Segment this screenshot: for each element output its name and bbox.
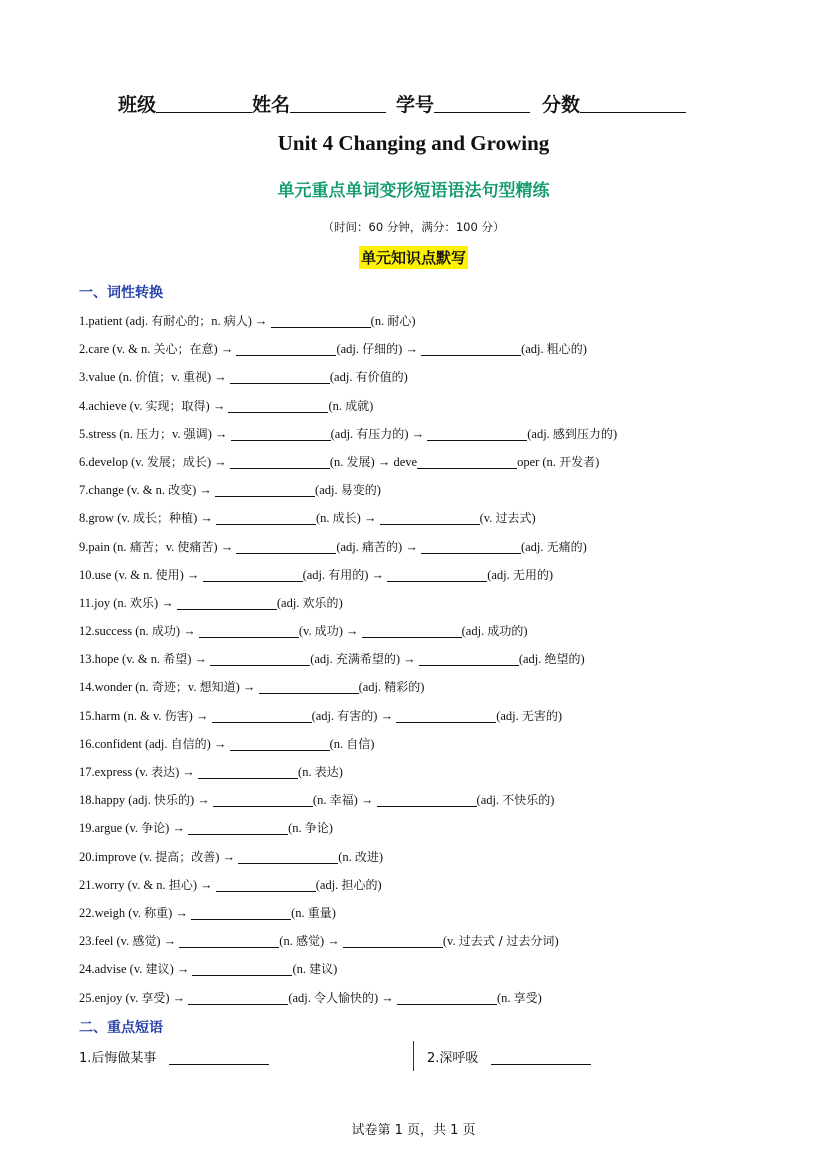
item-text: 过去式 bbox=[495, 511, 532, 526]
name-blank[interactable] bbox=[290, 94, 386, 113]
class-blank[interactable] bbox=[156, 94, 252, 113]
item-text: ) → bbox=[213, 342, 237, 357]
item-text: (adj. bbox=[315, 483, 341, 498]
item-text: 发展；成长 bbox=[146, 454, 207, 469]
word-form-item bbox=[79, 903, 779, 931]
item-text: (adj. bbox=[461, 624, 488, 639]
item-text: 使用 bbox=[155, 567, 180, 582]
item-text: ) bbox=[411, 314, 416, 328]
item-text: 建议 bbox=[145, 962, 170, 977]
item-text: 有价值的 bbox=[355, 370, 404, 385]
item-text: ) bbox=[328, 821, 333, 836]
item-text: (n. bbox=[292, 962, 310, 977]
item-text: 7.change (v. & n. bbox=[79, 483, 169, 498]
item-text: 13.hope (v. & n. bbox=[79, 652, 164, 667]
word-form-item bbox=[79, 706, 779, 734]
item-text: 成就 bbox=[345, 398, 370, 413]
student-number-label: 学号 bbox=[396, 94, 435, 116]
word-form-item bbox=[79, 649, 779, 677]
item-text: 有耐心的； bbox=[151, 314, 212, 328]
item-text: ) → bbox=[188, 708, 212, 723]
item-text: ) bbox=[338, 595, 343, 610]
item-text: ) bbox=[370, 736, 375, 751]
item-text: 18.happy (adj. bbox=[79, 793, 154, 808]
item-text: 16.confident (adj. bbox=[79, 736, 171, 751]
item-text: (adj. bbox=[476, 793, 503, 808]
phrase-item bbox=[427, 1047, 591, 1066]
item-text: 4.achieve (v. bbox=[79, 398, 146, 413]
item-text: 耐心 bbox=[387, 314, 412, 328]
item-text: 奇迹； bbox=[151, 680, 188, 695]
item-text: 24.advise (v. bbox=[79, 962, 146, 977]
item-text: 感觉 bbox=[295, 934, 320, 949]
item-text: 21.worry (v. & n. bbox=[79, 877, 169, 892]
answer-blank[interactable] bbox=[421, 341, 521, 356]
item-text: ) → deve bbox=[370, 454, 418, 469]
answer-blank[interactable] bbox=[343, 933, 443, 948]
item-text: 自信的 bbox=[170, 736, 207, 751]
item-text: ) bbox=[554, 934, 559, 949]
item-text: ) → bbox=[206, 454, 230, 469]
word-form-item bbox=[79, 988, 779, 1016]
item-text: 1.patient (adj. bbox=[79, 314, 152, 328]
item-text: 重量 bbox=[307, 905, 332, 920]
item-text: oper (n. bbox=[517, 454, 560, 469]
item-text: 精彩的 bbox=[384, 680, 421, 695]
answer-blank[interactable] bbox=[238, 849, 338, 864]
section-tag: 单元知识点默写 bbox=[359, 246, 468, 269]
item-text: 建议 bbox=[309, 962, 334, 977]
item-text: 有压力的 bbox=[356, 426, 405, 441]
item-text: (adj. bbox=[518, 652, 545, 667]
item-text: (n. bbox=[298, 765, 315, 779]
item-text: ) bbox=[338, 765, 343, 779]
item-text: ) → bbox=[398, 539, 421, 554]
item-text: ) → bbox=[190, 793, 213, 808]
item-text: 3.value (n. bbox=[79, 370, 136, 385]
time-note: （时间：60 分钟，满分：100 分） bbox=[322, 220, 505, 234]
item-text: v. bbox=[187, 680, 200, 695]
word-form-item bbox=[79, 818, 779, 846]
item-text: 欢乐的 bbox=[302, 595, 339, 610]
item-text: ) → bbox=[364, 567, 388, 582]
score-label: 分数 bbox=[542, 94, 581, 116]
item-text: 重视 bbox=[182, 370, 207, 385]
item-text: 痛苦； bbox=[129, 539, 166, 554]
answer-blank[interactable] bbox=[491, 1050, 591, 1065]
item-text: 11.joy (n. bbox=[79, 595, 130, 610]
item-text: ) → bbox=[156, 934, 180, 949]
item-text: (n. bbox=[315, 511, 333, 526]
answer-blank[interactable] bbox=[231, 426, 331, 441]
answer-blank[interactable] bbox=[216, 877, 316, 892]
page-subtitle: 单元重点单词变形短语语法句型精练 bbox=[277, 181, 550, 201]
item-text: ) → bbox=[207, 426, 231, 441]
item-text: 快乐的 bbox=[153, 793, 190, 808]
item-text: ) bbox=[537, 990, 542, 1005]
item-text: 成功的 bbox=[487, 624, 524, 639]
item-text: 成功 bbox=[151, 624, 176, 639]
answer-blank[interactable] bbox=[191, 905, 291, 920]
answer-blank[interactable] bbox=[179, 933, 279, 948]
answer-blank[interactable] bbox=[188, 990, 288, 1005]
phrase-row bbox=[79, 1045, 719, 1073]
item-text: 仔细的 bbox=[362, 342, 399, 357]
item-text: 令人愉快的 bbox=[314, 990, 375, 1005]
item-text: n. bbox=[211, 314, 224, 328]
item-text: ) → bbox=[165, 990, 189, 1005]
item-text: 想知道 bbox=[199, 680, 236, 695]
item-text: (adj. bbox=[487, 567, 513, 582]
item-text: ) → bbox=[395, 652, 419, 667]
item-text: (adj. bbox=[520, 539, 547, 554]
answer-blank[interactable] bbox=[216, 510, 316, 525]
word-form-item bbox=[79, 537, 779, 565]
item-text: ) → bbox=[373, 708, 397, 723]
item-text: (n. bbox=[329, 736, 347, 751]
word-form-item bbox=[79, 452, 779, 480]
item-text: ) → bbox=[338, 624, 362, 639]
item-text: (n. bbox=[338, 849, 355, 864]
item-text: ) bbox=[550, 793, 555, 808]
item-text: v. bbox=[171, 370, 183, 385]
item-text: (v. bbox=[442, 934, 459, 949]
item-text: ) bbox=[557, 708, 563, 723]
item-text: 有害的 bbox=[337, 708, 374, 723]
answer-blank[interactable] bbox=[215, 482, 315, 497]
item-text: ) bbox=[580, 652, 585, 667]
item-text: 表达 bbox=[314, 765, 339, 779]
word-form-item bbox=[79, 396, 779, 424]
word-form-item bbox=[79, 339, 779, 367]
page-footer: 试卷第 1 页，共 1 页 bbox=[351, 1123, 476, 1138]
item-text: (adj. bbox=[527, 426, 553, 441]
word-form-item bbox=[79, 931, 779, 959]
item-text: (adj. bbox=[288, 990, 314, 1005]
item-text: 改变 bbox=[168, 483, 193, 498]
phrase-text: 2.深呼吸 bbox=[427, 1051, 479, 1066]
item-text: 痛苦的 bbox=[362, 539, 399, 554]
item-text: ) → bbox=[192, 877, 216, 892]
item-text: v. bbox=[165, 539, 178, 554]
item-text: 强调 bbox=[183, 426, 208, 441]
item-text: 充满希望的 bbox=[335, 652, 396, 667]
item-text: 易变的 bbox=[340, 483, 377, 498]
item-text: 使痛苦 bbox=[177, 539, 214, 554]
item-text: 有用的 bbox=[328, 567, 365, 582]
item-text: 担心的 bbox=[341, 877, 378, 892]
answer-blank[interactable] bbox=[213, 792, 313, 807]
item-text: (adj. bbox=[358, 680, 385, 695]
item-text: (adj. bbox=[276, 595, 303, 610]
item-text: 22.weigh (v. bbox=[79, 905, 145, 920]
word-form-item bbox=[79, 790, 779, 818]
answer-blank[interactable] bbox=[188, 820, 288, 835]
item-text: ) bbox=[595, 454, 600, 469]
word-form-item bbox=[79, 847, 779, 875]
item-text: (adj. bbox=[336, 539, 363, 554]
item-text: (n. bbox=[291, 905, 308, 920]
item-text: (n. bbox=[312, 793, 330, 808]
item-text: 12.success (n. bbox=[79, 624, 152, 639]
item-text: (v. bbox=[479, 511, 496, 526]
item-text: ) → bbox=[193, 511, 216, 526]
word-form-item bbox=[79, 677, 779, 705]
item-text: ) bbox=[333, 962, 338, 977]
item-text: ) → bbox=[179, 567, 203, 582]
item-text: ) → bbox=[398, 342, 422, 357]
item-text: ) → bbox=[215, 849, 239, 864]
item-text: 粗心的 bbox=[546, 342, 583, 357]
answer-blank[interactable] bbox=[203, 567, 303, 582]
student-number-blank[interactable] bbox=[434, 94, 530, 113]
phrase-item bbox=[79, 1047, 269, 1066]
answer-blank[interactable] bbox=[192, 961, 292, 976]
item-text: 享受 bbox=[513, 990, 538, 1005]
word-form-item bbox=[79, 734, 779, 762]
answer-blank[interactable] bbox=[259, 679, 359, 694]
word-form-item bbox=[79, 424, 779, 452]
item-text: ) → bbox=[235, 680, 259, 695]
class-label: 班级 bbox=[118, 94, 157, 116]
item-text: 成长 bbox=[332, 511, 357, 526]
item-text: ) bbox=[420, 680, 425, 695]
word-form-item bbox=[79, 621, 779, 649]
student-info-line bbox=[118, 90, 718, 117]
item-text: 压力； bbox=[135, 426, 172, 441]
answer-blank[interactable] bbox=[236, 341, 336, 356]
answer-blank[interactable] bbox=[417, 454, 517, 469]
item-text: ) → bbox=[175, 765, 199, 779]
item-text: ) bbox=[369, 398, 374, 413]
item-text: 15.harm (n. & v. bbox=[79, 708, 165, 723]
word-form-item bbox=[79, 565, 779, 593]
item-text: ) → bbox=[356, 511, 380, 526]
item-text: (adj. bbox=[336, 342, 363, 357]
score-blank[interactable] bbox=[580, 94, 686, 113]
item-text: 过去式 / 过去分词 bbox=[458, 934, 555, 949]
item-text: 19.argue (v. bbox=[79, 821, 142, 836]
item-text: 发展 bbox=[346, 454, 371, 469]
item-text: ) bbox=[548, 567, 554, 582]
section-heading-word-forms: 一、词性转换 bbox=[79, 285, 163, 301]
item-text: 成长；种植 bbox=[133, 511, 194, 526]
word-form-item bbox=[79, 875, 779, 903]
item-text: 10.use (v. & n. bbox=[79, 567, 156, 582]
item-text: 感觉 bbox=[132, 934, 157, 949]
item-text: ) bbox=[582, 539, 587, 554]
column-divider bbox=[413, 1041, 414, 1071]
name-label: 姓名 bbox=[252, 94, 291, 116]
item-text: 价值； bbox=[135, 370, 172, 385]
answer-blank[interactable] bbox=[230, 736, 330, 751]
item-text: 2.care (v. & n. bbox=[79, 342, 154, 357]
item-text: 享受 bbox=[141, 990, 166, 1005]
answer-blank[interactable] bbox=[419, 651, 519, 666]
item-text: ) → bbox=[206, 736, 230, 751]
word-form-item bbox=[79, 959, 779, 987]
word-form-list bbox=[79, 311, 779, 1016]
section-heading-phrases: 二、重点短语 bbox=[79, 1020, 163, 1036]
answer-blank[interactable] bbox=[396, 708, 496, 723]
item-text: 25.enjoy (v. bbox=[79, 990, 142, 1005]
item-text: 实现；取得 bbox=[145, 398, 206, 413]
item-text: 担心 bbox=[168, 877, 193, 892]
item-text: ) → bbox=[169, 962, 193, 977]
answer-blank[interactable] bbox=[169, 1050, 269, 1065]
item-text: ) bbox=[582, 342, 587, 357]
answer-blank[interactable] bbox=[421, 539, 521, 554]
word-form-item bbox=[79, 508, 779, 536]
item-text: 17.express (v. bbox=[79, 765, 152, 779]
item-text: ) bbox=[612, 426, 618, 441]
item-text: (adj. bbox=[311, 708, 338, 723]
item-text: (n. bbox=[288, 821, 305, 836]
item-text: 成功 bbox=[314, 624, 339, 639]
item-text: (adj. bbox=[315, 877, 342, 892]
item-text: 6.develop (v. bbox=[79, 454, 147, 469]
item-text: 提高；改善 bbox=[155, 849, 216, 864]
item-text: ) bbox=[331, 905, 336, 920]
item-text: ) bbox=[378, 849, 384, 864]
item-text: 开发者 bbox=[559, 454, 596, 469]
item-text: v. bbox=[171, 426, 184, 441]
answer-blank[interactable] bbox=[199, 623, 299, 638]
answer-blank[interactable] bbox=[230, 369, 330, 384]
word-form-item bbox=[79, 311, 779, 339]
item-text: 病人 bbox=[223, 314, 248, 328]
item-text: ) → bbox=[175, 624, 199, 639]
item-text: ) → bbox=[168, 905, 192, 920]
item-text: 无用的 bbox=[512, 567, 549, 582]
answer-blank[interactable] bbox=[236, 539, 336, 554]
item-text: (adj. bbox=[302, 567, 329, 582]
section-tag-wrap bbox=[0, 246, 827, 269]
item-text: ) → bbox=[404, 426, 428, 441]
item-text: ) bbox=[523, 624, 528, 639]
item-text: 无痛的 bbox=[546, 539, 583, 554]
answer-blank[interactable] bbox=[397, 990, 497, 1005]
item-text: ) bbox=[377, 877, 382, 892]
item-text: ) → bbox=[374, 990, 397, 1005]
item-text: ) bbox=[531, 511, 536, 526]
item-text: (n. bbox=[370, 314, 388, 328]
answer-blank[interactable] bbox=[387, 567, 487, 582]
item-text: (adj. bbox=[310, 652, 336, 667]
answer-blank[interactable] bbox=[230, 454, 330, 469]
item-text: ) bbox=[403, 370, 408, 385]
word-form-item bbox=[79, 480, 779, 508]
item-text: (n. bbox=[279, 934, 296, 949]
item-text: 自信 bbox=[346, 736, 371, 751]
item-text: (v. bbox=[298, 624, 315, 639]
item-text: 8.grow (v. bbox=[79, 511, 134, 526]
item-text: 20.improve (v. bbox=[79, 849, 156, 864]
answer-blank[interactable] bbox=[198, 764, 298, 779]
item-text: ) → bbox=[192, 483, 216, 498]
item-text: 感到压力的 bbox=[552, 426, 613, 441]
item-text: 23.feel (v. bbox=[79, 934, 133, 949]
item-text: 无害的 bbox=[521, 708, 558, 723]
item-text: 9.pain (n. bbox=[79, 539, 130, 554]
item-text: (adj. bbox=[521, 342, 547, 357]
answer-blank[interactable] bbox=[271, 313, 371, 328]
answer-blank[interactable] bbox=[380, 510, 480, 525]
answer-blank[interactable] bbox=[377, 792, 477, 807]
item-text: 14.wonder (n. bbox=[79, 680, 152, 695]
answer-blank[interactable] bbox=[427, 426, 527, 441]
phrase-text: 1.后悔做某事 bbox=[79, 1051, 157, 1066]
word-form-item bbox=[79, 762, 779, 790]
answer-blank[interactable] bbox=[228, 398, 328, 413]
item-text: 改进 bbox=[354, 849, 379, 864]
item-text: 幸福 bbox=[329, 793, 354, 808]
item-text: 欢乐 bbox=[129, 595, 154, 610]
answer-blank[interactable] bbox=[177, 595, 277, 610]
item-text: ) → bbox=[206, 370, 230, 385]
item-text: ) → bbox=[205, 398, 229, 413]
item-text: ) → bbox=[319, 934, 343, 949]
item-text: (n. bbox=[329, 454, 347, 469]
item-text: ) → bbox=[187, 652, 211, 667]
item-text: 不快乐的 bbox=[502, 793, 551, 808]
item-text: ) → bbox=[153, 595, 177, 610]
word-form-item bbox=[79, 593, 779, 621]
answer-blank[interactable] bbox=[210, 651, 310, 666]
item-text: (adj. bbox=[496, 708, 522, 723]
page-title: Unit 4 Changing and Growing bbox=[277, 131, 550, 155]
item-text: (adj. bbox=[330, 426, 357, 441]
item-text: 伤害 bbox=[164, 708, 189, 723]
item-text: (n. bbox=[496, 990, 514, 1005]
item-text: 希望 bbox=[163, 652, 188, 667]
item-text: 争论 bbox=[141, 821, 166, 836]
item-text: ) bbox=[376, 483, 381, 498]
item-text: (adj. bbox=[329, 370, 356, 385]
answer-blank[interactable] bbox=[212, 708, 312, 723]
answer-blank[interactable] bbox=[362, 623, 462, 638]
item-text: ) → bbox=[247, 314, 271, 328]
item-text: ) → bbox=[353, 793, 377, 808]
item-text: ) → bbox=[213, 539, 237, 554]
item-text: ) → bbox=[165, 821, 189, 836]
item-text: 称重 bbox=[144, 905, 169, 920]
item-text: 关心；在意 bbox=[153, 342, 214, 357]
item-text: 绝望的 bbox=[544, 652, 581, 667]
word-form-item bbox=[79, 367, 779, 395]
item-text: 5.stress (n. bbox=[79, 426, 136, 441]
item-text: (n. bbox=[328, 398, 346, 413]
item-text: 表达 bbox=[151, 765, 176, 779]
item-text: 争论 bbox=[304, 821, 329, 836]
